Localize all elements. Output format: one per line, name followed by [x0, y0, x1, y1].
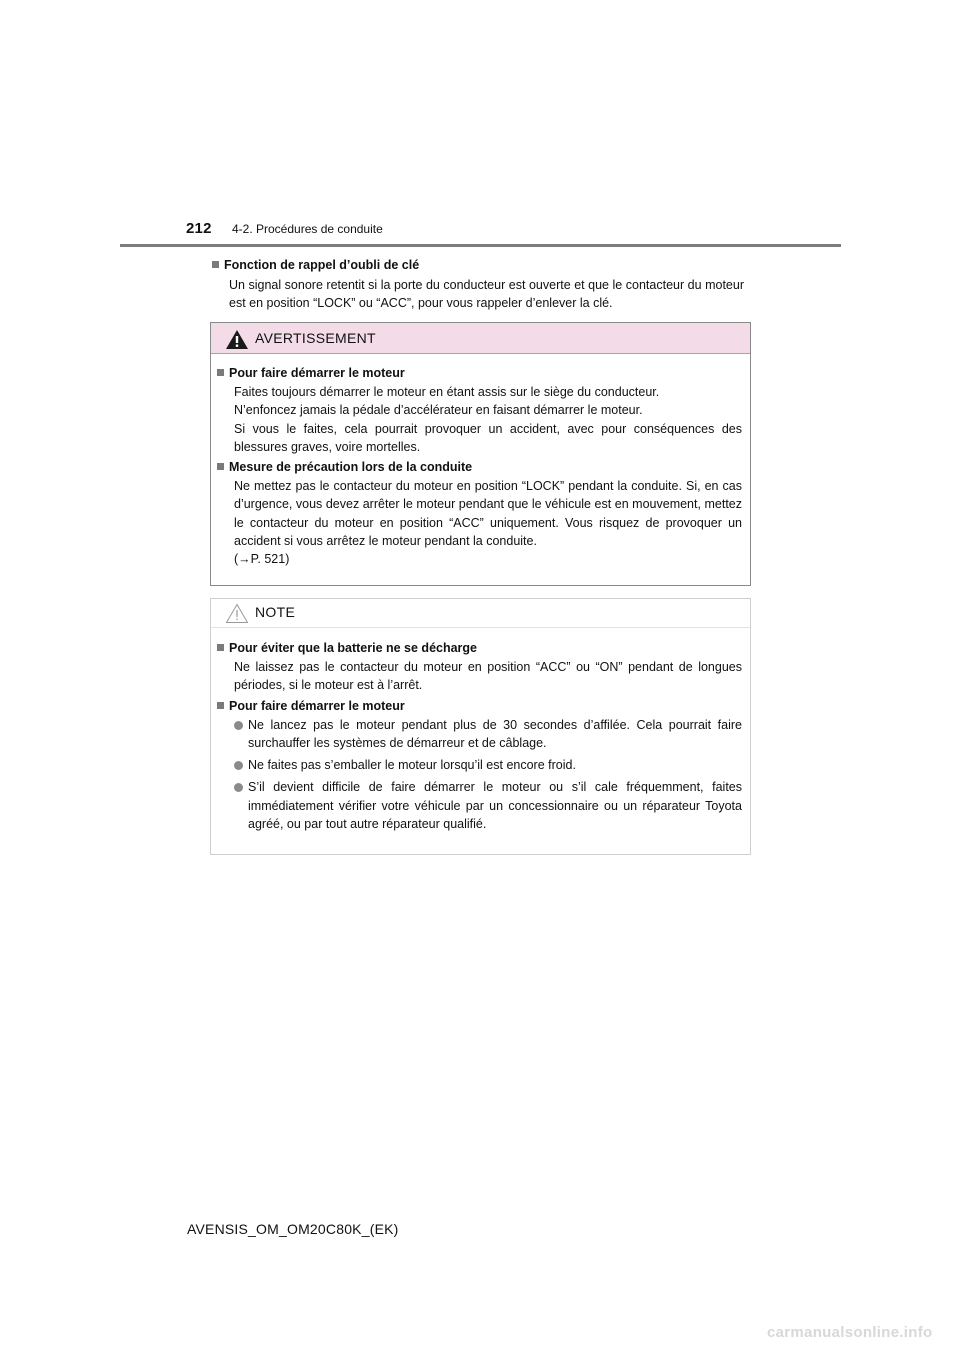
- watermark: carmanualsonline.info: [767, 1324, 933, 1341]
- circle-bullet-icon: [234, 721, 243, 730]
- section-title: 4-2. Procédures de conduite: [232, 222, 383, 236]
- square-bullet-icon: [217, 369, 224, 376]
- note-bullet: [234, 756, 742, 774]
- note-header: [211, 599, 750, 628]
- warning-header: [211, 323, 750, 354]
- note-label: NOTE: [255, 604, 296, 620]
- note-section-title: Pour éviter que la batterie ne se décharge: [229, 641, 478, 655]
- note-section: [217, 641, 742, 695]
- note-bullet-text: Ne faites pas s’emballer le moteur lorsqu’il est encore froid.: [248, 758, 576, 773]
- note-box: [210, 598, 751, 855]
- warning-section: [217, 460, 742, 568]
- intro-heading: [212, 258, 744, 272]
- warning-section-title: Pour faire démarrer le moteur: [229, 366, 405, 380]
- page-reference: (→P. 521): [234, 552, 290, 567]
- intro-text: Un signal sonore retentit si la porte du conducteur est ouverte et que le contacteur du moteur est en position “LOCK” ou “ACC”, pour vous rappeler d’enlever la clé.: [229, 278, 744, 310]
- warning-label: AVERTISSEMENT: [255, 330, 376, 346]
- warning-triangle-icon: [225, 329, 249, 350]
- intro-section: [212, 258, 744, 312]
- note-section-title: Pour faire démarrer le moteur: [229, 698, 405, 713]
- header-rule: [120, 244, 841, 247]
- warning-text: Si vous le faites, cela pourrait provoquer un accident, avec pour conséquences des blessures graves, voire mortelles.: [234, 421, 742, 454]
- caution-triangle-icon: [225, 603, 249, 624]
- document-code: AVENSIS_OM_OM20C80K_(EK): [187, 1221, 399, 1237]
- note-text: Ne laissez pas le contacteur du moteur en position “ACC” ou “ON” pendant de longues périodes, si le moteur est à l’arrêt.: [234, 660, 742, 693]
- note-section: [217, 699, 742, 834]
- square-bullet-icon: [217, 463, 224, 470]
- warning-text: N’enfoncez jamais la pédale d’accélérateur en faisant démarrer le moteur.: [234, 403, 643, 418]
- note-bullet: [234, 778, 742, 833]
- circle-bullet-icon: [234, 783, 243, 792]
- circle-bullet-icon: [234, 761, 243, 770]
- page-number: 212: [186, 220, 212, 237]
- warning-box: [210, 322, 751, 586]
- square-bullet-icon: [212, 261, 219, 268]
- warning-text: Ne mettez pas le contacteur du moteur en position “LOCK” pendant la conduite. Si, en cas d’urgence, vous devez arrêter le moteur pendant que le véhicule est en mouvement, mettez le contacteur du moteur en position “ACC” uniquement. Vous risquez de provoquer un accident si vous arrêtez le moteur pendant la conduite.: [234, 479, 742, 549]
- note-bullet-text: Ne lancez pas le moteur pendant plus de 30 secondes d’affilée. Cela pourrait faire surchauffer les systèmes de démarreur et de câblage.: [248, 717, 742, 750]
- warning-text: Faites toujours démarrer le moteur en étant assis sur le siège du conducteur.: [234, 385, 660, 399]
- note-bullet: [234, 716, 742, 753]
- note-bullet-text: S’il devient difficile de faire démarrer le moteur ou s’il cale fréquemment, faites immédiatement vérifier votre véhicule par un concessionnaire ou un réparateur Toyota agréé, ou par tout autre réparateur qualifié.: [248, 780, 742, 832]
- intro-title: Fonction de rappel d’oubli de clé: [224, 258, 420, 272]
- warning-section: [217, 366, 742, 456]
- square-bullet-icon: [217, 702, 224, 709]
- square-bullet-icon: [217, 644, 224, 651]
- warning-section-title: Mesure de précaution lors de la conduite: [229, 460, 473, 475]
